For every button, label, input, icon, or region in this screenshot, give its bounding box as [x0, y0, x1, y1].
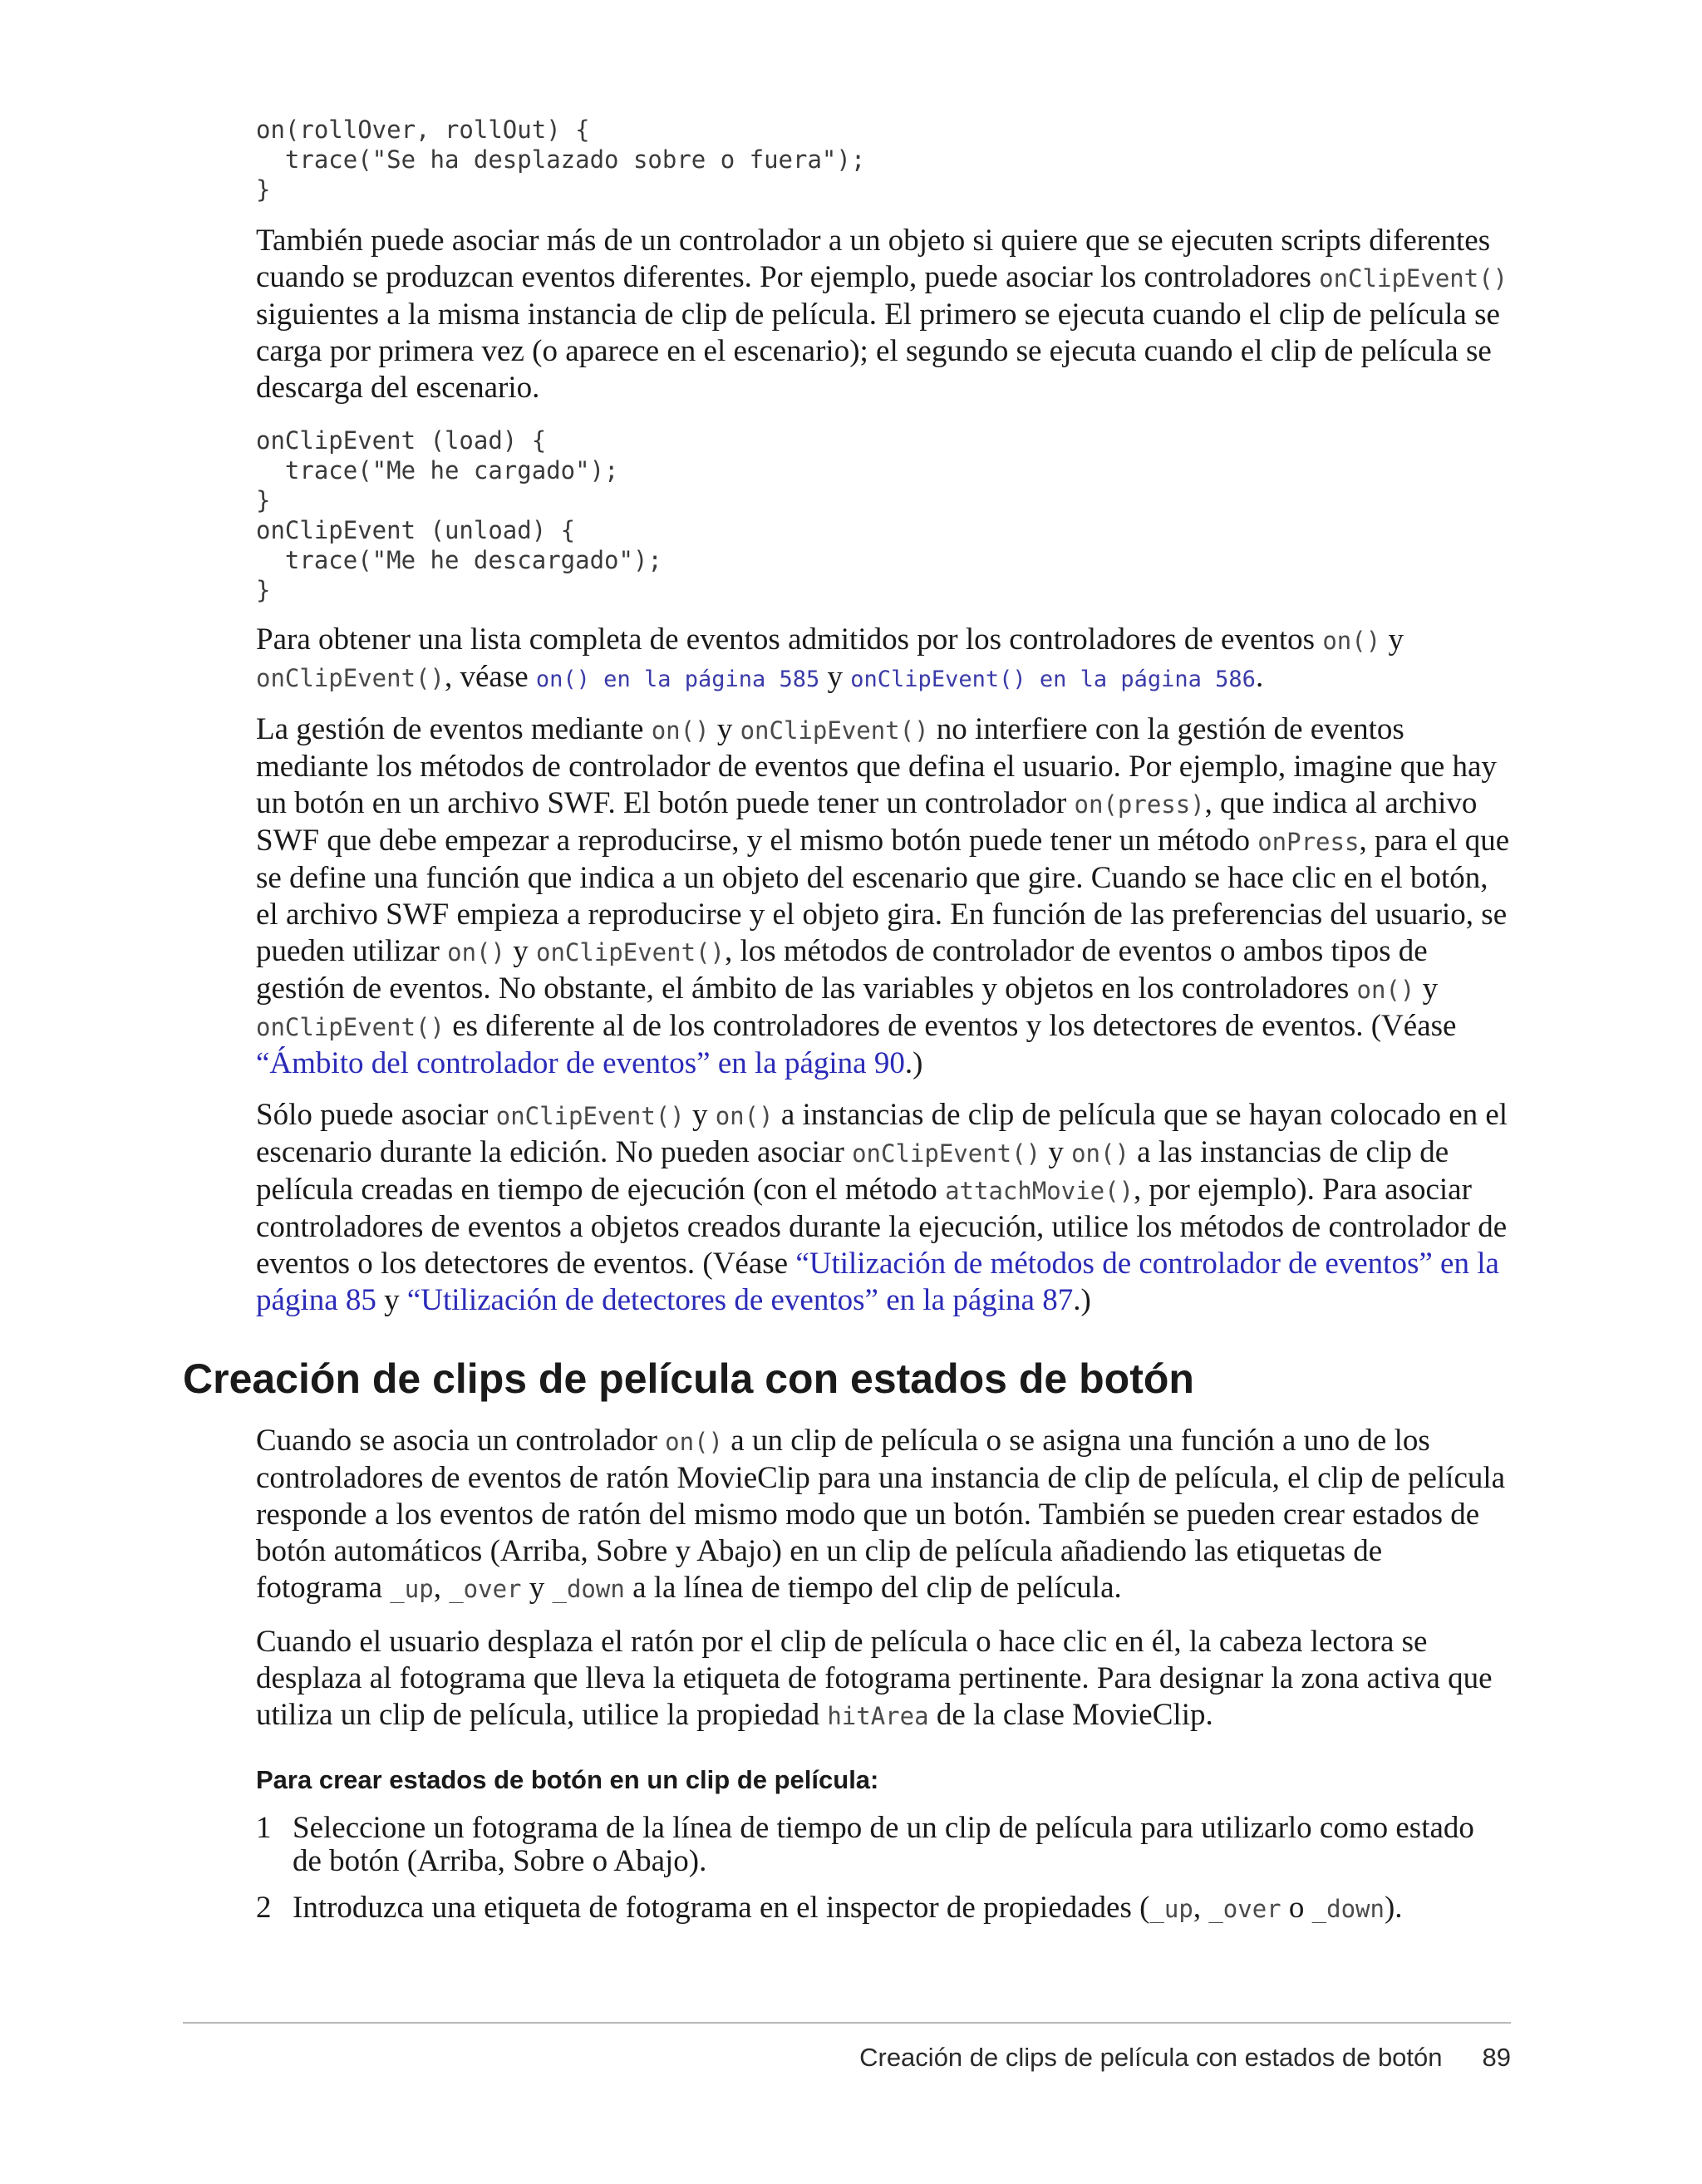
- code-block-rollover: [256, 115, 1511, 204]
- paragraph-multiple-handlers: [256, 223, 1511, 406]
- text-run: a instancias de clip de película que se hayan colocado en el escenario durante la edición. No pueden asociar: [256, 1098, 1508, 1169]
- text-run: y: [376, 1283, 407, 1317]
- code-line: on(rollOver, rollOut) {: [256, 116, 590, 144]
- inline-code: onClipEvent(): [495, 1102, 685, 1130]
- code-line: }: [256, 486, 271, 514]
- text-run: Sólo puede asociar: [256, 1098, 496, 1132]
- inline-code: onPress: [1257, 828, 1360, 856]
- inline-code: _over: [1208, 1895, 1281, 1923]
- cross-reference-link[interactable]: on() en la página 585: [535, 667, 820, 692]
- text-run: .): [1073, 1283, 1091, 1317]
- text-run: .: [1255, 660, 1264, 694]
- text-run: y: [819, 660, 851, 694]
- text-run: a las instancias de clip de película creadas en tiempo de ejecución (con el método: [256, 1135, 1449, 1207]
- paragraph-hitarea: [256, 1624, 1511, 1734]
- text-run: y: [709, 712, 740, 746]
- inline-code: hitArea: [827, 1702, 929, 1730]
- cross-reference-link[interactable]: “Utilización de métodos de controlador de eventos” en la página 85: [256, 1247, 1499, 1317]
- footer-divider: [183, 2022, 1511, 2024]
- text-run: a un clip de película o se asigna una función a uno de los controladores de eventos de ratón MovieClip para una instancia de clip de película, el clip de película responde a los eventos de ratón del mismo modo que un botón. También se pueden crear estados de botón automáticos (Arriba, Sobre y Abajo) en un clip de película añadiendo las etiquetas de fotograma: [256, 1424, 1506, 1605]
- step-text: [293, 1812, 1511, 1878]
- text-run: También puede asociar más de un controlador a un objeto si quiere que se ejecuten scripts diferentes cuando se produzcan eventos diferentes. Por ejemplo, puede asociar los controladores: [256, 224, 1491, 294]
- text-run: .): [904, 1046, 923, 1080]
- inline-code: on(): [447, 938, 505, 967]
- inline-code: on(press): [1074, 790, 1205, 819]
- step-number: 1: [256, 1811, 272, 1845]
- text-run: de la clase MovieClip.: [928, 1698, 1213, 1732]
- text-run: y: [521, 1571, 553, 1605]
- inline-code: _up: [390, 1575, 434, 1603]
- code-line: trace("Me he descargado");: [256, 546, 662, 574]
- text-run: ,: [433, 1571, 450, 1605]
- text-run: Seleccione un fotograma de la línea de tiempo de un clip de película para utilizarlo como estado de botón (Arriba, Sobre o Abajo).: [293, 1811, 1474, 1878]
- text-run: o: [1281, 1891, 1312, 1925]
- code-line: onClipEvent (unload) {: [256, 516, 576, 544]
- inline-code: _down: [1311, 1895, 1385, 1923]
- text-run: Introduzca una etiqueta de fotograma en el inspector de propiedades (: [293, 1891, 1150, 1925]
- inline-code: _up: [1149, 1895, 1193, 1923]
- text-run: y: [1380, 622, 1404, 657]
- step-item: [256, 1812, 1511, 1878]
- inline-code: on(): [715, 1102, 774, 1130]
- section-heading: Creación de clips de película con estados de botón: [183, 1355, 1194, 1402]
- step-number: 2: [256, 1891, 272, 1925]
- cross-reference-link[interactable]: “Utilización de detectores de eventos” en la página 87: [406, 1283, 1074, 1317]
- page-footer: [859, 2043, 1511, 2073]
- inline-code: on(): [1322, 627, 1381, 655]
- text-run: a la línea de tiempo del clip de película.: [624, 1571, 1122, 1605]
- code-line: trace("Me he cargado");: [256, 456, 619, 485]
- page-number: 89: [1482, 2043, 1511, 2072]
- text-run: La gestión de eventos mediante: [256, 712, 652, 746]
- inline-code: _down: [552, 1575, 625, 1603]
- text-run: Cuando el usuario desplaza el ratón por el clip de película o hace clic en él, la cabeza lectora se desplaza al fotograma que lleva la etiqueta de fotograma pertinente. Para designar la zona activa que utiliza un clip de película, utilice la propiedad: [256, 1625, 1493, 1732]
- footer-section-title: Creación de clips de película con estados de botón: [859, 2043, 1443, 2072]
- inline-code: onClipEvent(): [256, 1013, 445, 1041]
- paragraph-button-states: [256, 1423, 1511, 1607]
- text-run: es diferente al de los controladores de eventos y los detectores de eventos. (Véase: [444, 1009, 1457, 1043]
- paragraph-event-list: [256, 622, 1511, 698]
- step-text: [293, 1891, 1511, 1926]
- text-run: , por ejemplo). Para asociar controladores de eventos a objetos creados durante la ejecución, utilice los métodos de controlador de eventos o los detectores de eventos. (Véase: [256, 1173, 1508, 1281]
- text-run: , véase: [444, 660, 536, 694]
- inline-code: onClipEvent(): [1319, 264, 1508, 293]
- inline-code: onClipEvent(): [256, 664, 445, 692]
- cross-reference-link[interactable]: “Ámbito del controlador de eventos” en la página 90: [256, 1046, 905, 1080]
- text-run: y: [684, 1098, 716, 1132]
- cross-reference-link[interactable]: onClipEvent() en la página 586: [850, 667, 1256, 692]
- procedure-heading: Para crear estados de botón en un clip de película:: [256, 1765, 879, 1794]
- inline-code: onClipEvent(): [852, 1139, 1041, 1168]
- text-run: , los métodos de controlador de eventos o ambos tipos de gestión de eventos. No obstante, el ámbito de las variables y objetos en los controladores: [256, 934, 1428, 1006]
- code-line: onClipEvent (load) {: [256, 426, 547, 455]
- text-run: Para obtener una lista completa de eventos admitidos por los controladores de eventos: [256, 622, 1323, 657]
- inline-code: on(): [651, 716, 710, 745]
- step-item: [256, 1891, 1511, 1926]
- code-line: }: [256, 576, 271, 604]
- inline-code: on(): [1071, 1139, 1129, 1168]
- text-run: ).: [1384, 1891, 1403, 1925]
- text-run: y: [1414, 971, 1439, 1006]
- paragraph-authoring-only: [256, 1097, 1511, 1319]
- text-run: ,: [1193, 1891, 1209, 1925]
- text-run: y: [1040, 1135, 1072, 1169]
- procedure-steps: [256, 1812, 1511, 1926]
- code-line: trace("Se ha desplazado sobre o fuera");: [256, 145, 866, 174]
- inline-code: onClipEvent(): [535, 938, 725, 967]
- code-line: }: [256, 175, 271, 204]
- text-run: siguientes a la misma instancia de clip de película. El primero se ejecuta cuando el clip de película se carga por primera vez (o aparece en el escenario); el segundo se ejecuta cuando el clip de película se descarga del escenario.: [256, 298, 1500, 405]
- text-run: no interfiere con la gestión de eventos mediante los métodos de controlador de eventos que defina el usuario. Por ejemplo, imagine que hay un botón en un archivo SWF. El botón puede tener un controlador: [256, 712, 1497, 820]
- paragraph-event-handling: [256, 711, 1511, 1082]
- inline-code: on(): [665, 1428, 724, 1456]
- text-run: y: [504, 934, 536, 968]
- text-run: , que indica al archivo SWF que debe empezar a reproducirse, y el mismo botón puede tener un método: [256, 786, 1478, 858]
- inline-code: _over: [449, 1575, 522, 1603]
- inline-code: attachMovie(): [945, 1177, 1134, 1205]
- inline-code: onClipEvent(): [740, 716, 929, 745]
- text-run: , para el que se define una función que indica a un objeto del escenario que gire. Cuando se hace clic en el botón, el archivo SWF empieza a reproducirse y el objeto gira. En función de las preferencias del usuario, se pueden utilizar: [256, 824, 1510, 968]
- inline-code: on(): [1356, 976, 1415, 1004]
- text-run: Cuando se asocia un controlador: [256, 1424, 666, 1458]
- code-block-clipevent: [256, 425, 1511, 605]
